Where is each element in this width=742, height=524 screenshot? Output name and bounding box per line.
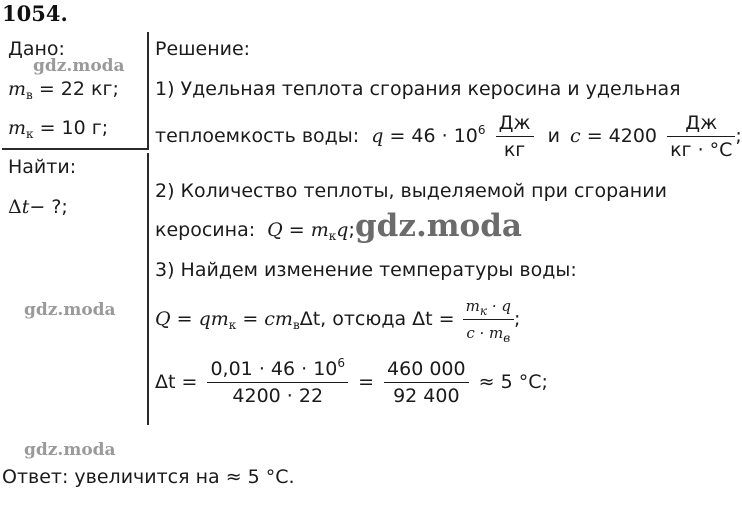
solution-header: Решение: — [155, 38, 251, 60]
watermark-center: gdz.moda — [355, 208, 522, 244]
watermark-bottom-left: gdz.moda — [24, 440, 116, 460]
step4-formula: Δt = $\frac{0,01 \cdot 46 \cdot 10^6}{4200 \cdot 22}$ = $\frac{460 000}{92 400}$ ≈ 5 °C; — [155, 356, 548, 407]
watermark-mid-left: gdz.moda — [24, 300, 116, 320]
divider-given-find — [2, 148, 148, 150]
divider-given-solution-upper — [147, 32, 149, 150]
problem-number: 1054. — [2, 1, 68, 26]
given-mass-water: $m_в = 22$ кг; — [8, 78, 119, 102]
step2-line1: 2) Количество теплоты, выделяемой при сгорании — [155, 180, 667, 202]
step2-line2: керосина: $Q = m_кq$; — [155, 219, 355, 243]
step1-line2: теплоемкость воды: $q = 46 \cdot 10^6$ $\frac{Дж}{кг}$ и c = 4200 $\frac{Дж}{кг \cdot ^\circ C}$ ; — [155, 112, 742, 161]
divider-given-solution-lower — [147, 153, 149, 425]
given-mass-kerosene: $m_к = 10$ г; — [8, 117, 109, 141]
find-header: Найти: — [8, 156, 77, 178]
answer: Ответ: увеличится на ≈ 5 °C. — [2, 466, 295, 488]
given-header: Дано: — [8, 38, 65, 60]
find-value: Δt− ?; — [8, 196, 68, 218]
step3-formula: $Q = qm_к = cm_в\Delta t$, отсюда Δt = $\frac{m_к \cdot q}{c \cdot m_в}$ ; — [155, 297, 521, 345]
step3-line1: 3) Найдем изменение температуры воды: — [155, 259, 577, 281]
watermark-top-left: gdz.moda — [33, 56, 125, 76]
step1-line1: 1) Удельная теплота сгорания керосина и удельная — [155, 78, 681, 100]
